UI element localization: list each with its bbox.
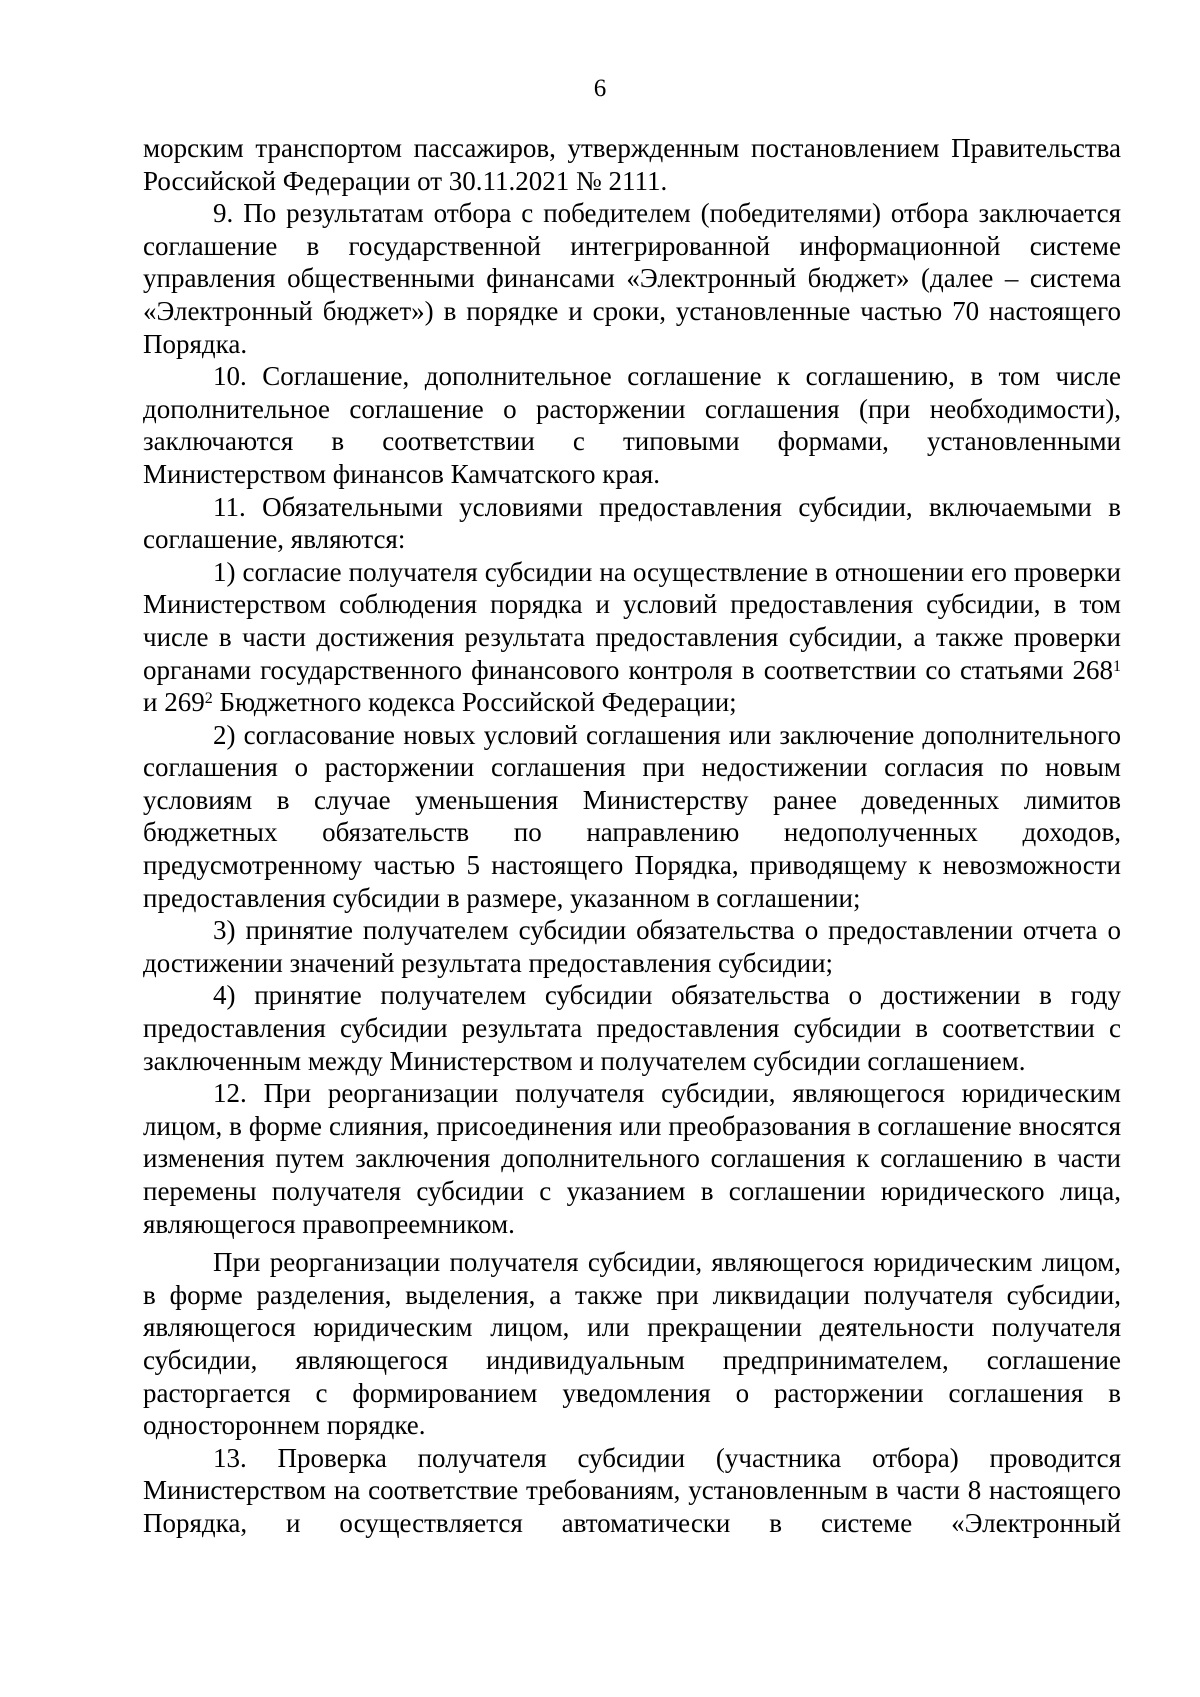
subitem-1-text-after: Бюджетного кодекса Российской Федерации; [212, 687, 737, 718]
paragraph-subitem-1 [143, 556, 1121, 719]
document-body [143, 132, 1121, 1540]
subitem-1-text-middle: и 269 [143, 687, 205, 718]
superscript-2: 2 [204, 690, 213, 708]
paragraph-reorganization: При реорганизации получателя субсидии, являющегося юридическим лицом, в форме разделения, выделения, а также при ликвидации получателя субсидии, являющегося юридическим лицом, или прекращении деятельности получателя субсидии, являющегося индивидуальным предпринимателем, соглашение расторгается с формированием уведомления о расторжении соглашения в одностороннем порядке. [143, 1247, 1121, 1441]
paragraph-subitem-2: 2) согласование новых условий соглашения или заключение дополнительного соглашения о расторжении соглашения при недостижении согласия по новым условиям в случае уменьшения Министерству ранее доведенных лимитов бюджетных обязательств по направлению недополученных доходов, предусмотренному частью 5 настоящего Порядка, приводящему к невозможности предоставления субсидии в размере, указанном в соглашении; [143, 719, 1121, 913]
paragraph-item-9: 9. По результатам отбора с победителем (победителями) отбора заключается соглашение в государственной интегрированной информационной системе управления общественными финансами «Электронный бюджет» (далее – система «Электронный бюджет») в порядке и сроки, установленные частью 70 настоящего Порядка. [143, 198, 1121, 359]
page-number: 6 [593, 75, 607, 102]
superscript-1: 1 [1113, 657, 1121, 675]
paragraph-item-12: 12. При реорганизации получателя субсидии, являющегося юридическим лицом, в форме слияния, присоединения или преобразования в соглашение вносятся изменения путем заключения дополнительного соглашения к соглашению в части перемены получателя субсидии с указанием в соглашении юридического лица, являющегося правопреемником. [143, 1078, 1121, 1239]
paragraph-item-10: 10. Соглашение, дополнительное соглашение к соглашению, в том числе дополнительное соглашение о расторжении соглашения (при необходимости), заключаются в соответствии с типовыми формами, установленными Министерством финансов Камчатского края. [143, 361, 1121, 489]
paragraph-continuation: морским транспортом пассажиров, утвержденным постановлением Правительства Российской Федерации от 30.11.2021 № 2111. [143, 133, 1121, 196]
paragraph-item-11: 11. Обязательными условиями предоставления субсидии, включаемыми в соглашение, являются: [143, 491, 1121, 555]
paragraph-subitem-4: 4) принятие получателем субсидии обязательства о достижении в году предоставления субсидии результата предоставления субсидии в соответствии с заключенным между Министерством и получателем субсидии соглашением. [143, 980, 1121, 1076]
paragraph-subitem-3: 3) принятие получателем субсидии обязательства о предоставлении отчета о достижении значений результата предоставления субсидии; [143, 915, 1121, 978]
paragraph-item-13: 13. Проверка получателя субсидии (участника отбора) проводится Министерством на соответствие требованиям, установленным в части 8 настоящего Порядка, и осуществляется автоматически в системе «Электронный [143, 1442, 1121, 1538]
subitem-1-text-before: 1) согласие получателя субсидии на осуществление в отношении его проверки Министерством соблюдения порядка и условий предоставления субсидии, в том числе в части достижения результата предоставления субсидии, а также проверки органами государственного финансового контроля в соответствии со статьями 268 [143, 556, 1121, 685]
